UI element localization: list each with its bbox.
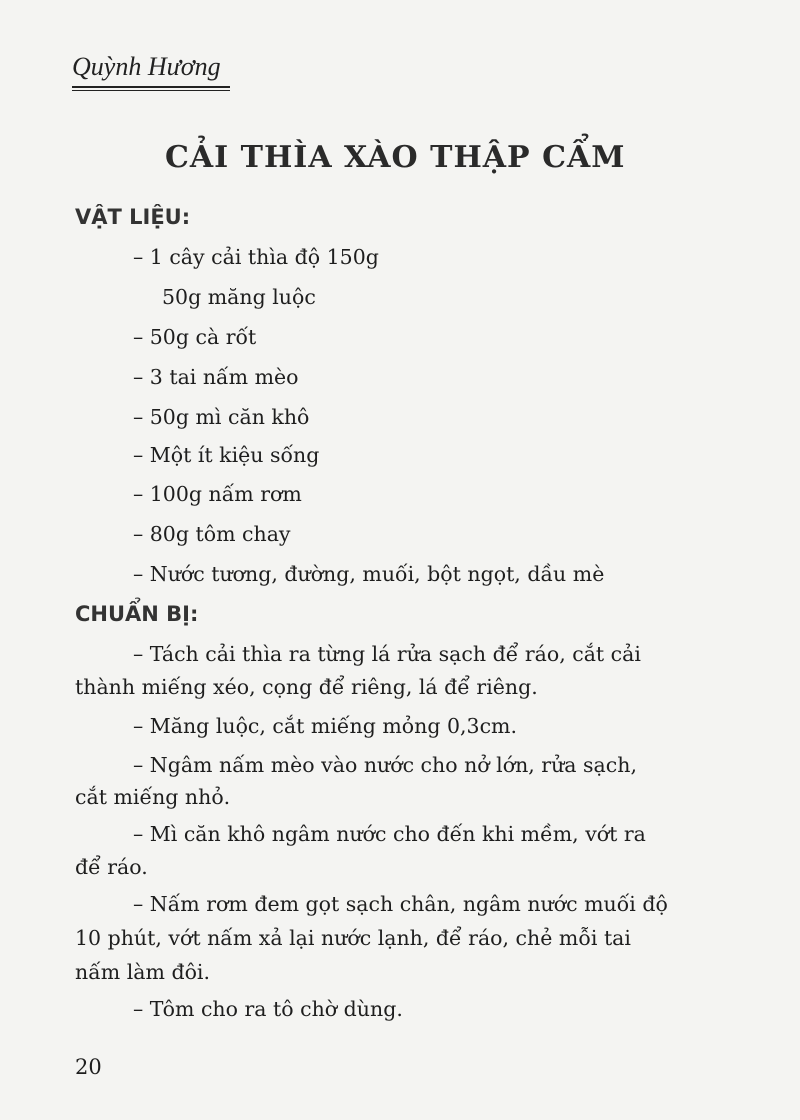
preparation-line: – Tách cải thìa ra từng lá rửa sạch để ráo, cắt cải [133, 642, 641, 666]
ingredients-heading: VẬT LIỆU: [75, 205, 191, 229]
preparation-line: nấm làm đôi. [75, 960, 210, 984]
ingredient-item: – 100g nấm rơm [133, 482, 302, 506]
preparation-line: – Tôm cho ra tô chờ dùng. [133, 997, 403, 1021]
preparation-line: – Ngâm nấm mèo vào nước cho nở lớn, rửa sạch, [133, 753, 637, 777]
ingredient-item: – 1 cây cải thìa độ 150g [133, 245, 379, 269]
preparation-line: để ráo. [75, 855, 148, 879]
ingredient-item: – 50g mì căn khô [133, 405, 310, 429]
preparation-heading: CHUẨN BỊ: [75, 602, 199, 626]
ingredient-item: – Một ít kiệu sống [133, 443, 320, 467]
preparation-line: – Nấm rơm đem gọt sạch chân, ngâm nước muối độ [133, 892, 668, 916]
ingredient-item: 50g măng luộc [162, 285, 316, 309]
preparation-line: thành miếng xéo, cọng để riêng, lá để riêng. [75, 675, 538, 699]
preparation-line: – Mì căn khô ngâm nước cho đến khi mềm, vớt ra [133, 822, 646, 846]
ingredient-item: – 3 tai nấm mèo [133, 365, 299, 389]
preparation-line: 10 phút, vớt nấm xả lại nước lạnh, để ráo, chẻ mỗi tai [75, 926, 631, 950]
page-number: 20 [75, 1055, 102, 1079]
ingredient-item: – Nước tương, đường, muối, bột ngọt, dầu mè [133, 562, 605, 586]
preparation-line: – Măng luộc, cắt miếng mỏng 0,3cm. [133, 714, 518, 738]
preparation-line: cắt miếng nhỏ. [75, 785, 231, 809]
ingredient-item: – 80g tôm chay [133, 522, 291, 546]
author-name: Quỳnh Hương [72, 52, 221, 81]
author-underline [72, 86, 230, 91]
recipe-title: CẢI THÌA XÀO THẬP CẨM [165, 140, 626, 175]
ingredient-item: – 50g cà rốt [133, 325, 257, 349]
